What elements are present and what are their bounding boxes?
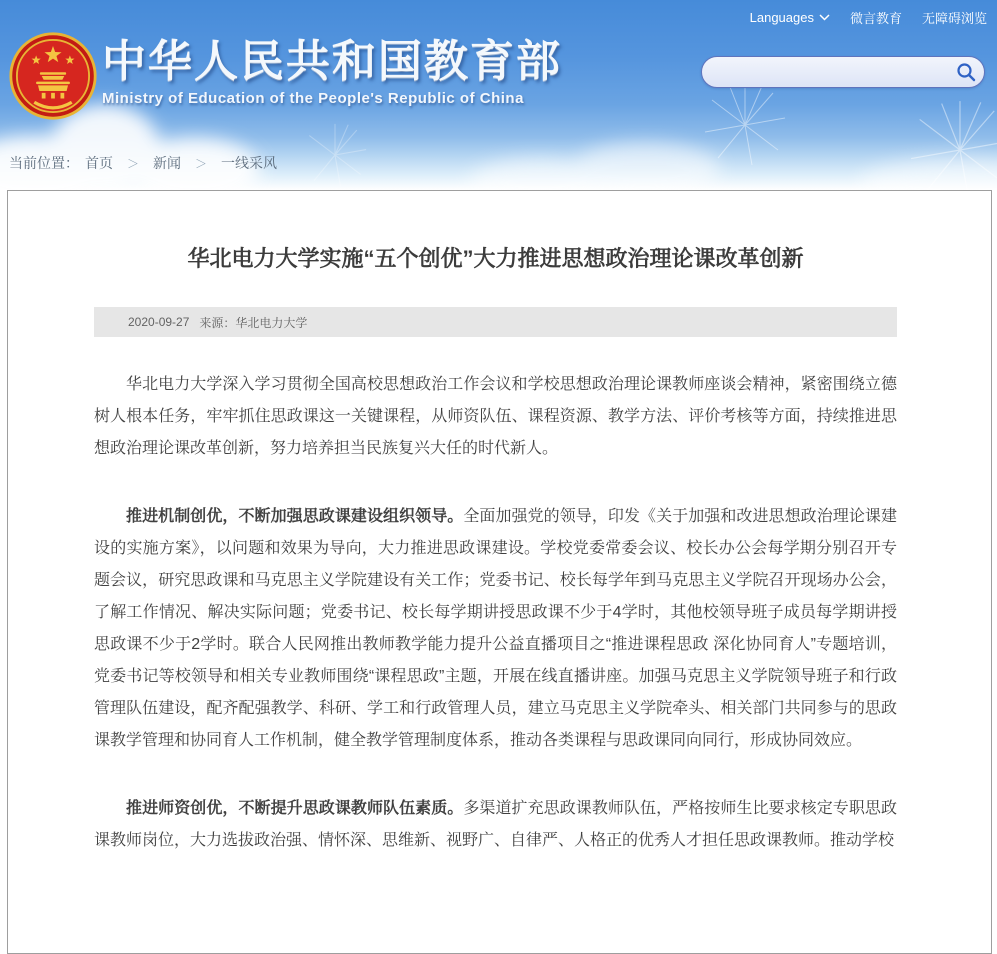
- national-emblem-logo: [8, 30, 98, 122]
- article-date: 2020-09-27: [128, 315, 190, 329]
- breadcrumb-label: 当前位置：: [9, 155, 79, 171]
- search-icon: [956, 62, 976, 82]
- site-title: 中华人民共和国教育部: [102, 37, 562, 86]
- article-body: [94, 369, 897, 857]
- paragraph-lead: 推进师资创优，不断提升思政课教师队伍素质。: [126, 800, 464, 817]
- site-brand: [8, 30, 562, 122]
- site-subtitle: Ministry of Education of the People's Republic of China: [102, 90, 524, 107]
- article-paragraph: [94, 793, 897, 857]
- utility-nav: [750, 8, 987, 27]
- breadcrumb: [9, 153, 277, 173]
- breadcrumb-item-news[interactable]: 新闻: [153, 155, 182, 171]
- chevron-down-icon: [819, 14, 830, 21]
- article-source: 来源：华北电力大学: [199, 315, 308, 330]
- dandelion-icon: [700, 80, 790, 170]
- paragraph-text: 全面加强党的领导，印发《关于加强和改进思想政治理论课建设的实施方案》，以问题和效果为导向，大力推进思政课建设。学校党委常委会议、校长办公会每学期分别召开专题会议，研究思政课和马克思主义学院建设有关工作；党委书记、校长每学年到马克思主义学院召开现场办公会，了解工作情况、解决实际问题；党委书记、校长每学期讲授思政课不少于4学时，其他校领导班子成员每学期讲授思政课不少于2学时。联合人民网推出教师教学能力提升公益直播项目之“推进课程思政 深化协同育人”专题培训，党委书记等校领导和相关专业教师围绕“课程思政”主题，开展在线直播讲座。加强马克思主义学院领导班子和行政管理队伍建设，配齐配强教学、科研、学工和行政管理人员，建立马克思主义学院牵头、相关部门共同参与的思政课教学管理和协同育人工作机制，健全教学管理制度体系，推动各类课程与思政课同向同行，形成协同效应。: [94, 508, 897, 749]
- dandelion-icon: [300, 120, 370, 190]
- article-paragraph: [94, 501, 897, 757]
- article-paragraph: [94, 369, 897, 465]
- weiyan-education-link[interactable]: 微言教育: [849, 11, 902, 26]
- paragraph-lead: 推进机制创优，不断加强思政课建设组织领导。: [126, 508, 464, 525]
- search-input[interactable]: [702, 57, 948, 87]
- paragraph-text: 华北电力大学深入学习贯彻全国高校思想政治工作会议和学校思想政治理论课教师座谈会精神，紧密围绕立德树人根本任务，牢牢抓住思政课这一关键课程，从师资队伍、课程资源、教学方法、评价考核等方面，持续推进思想政治理论课改革创新，努力培养担当民族复兴大任的时代新人。: [94, 376, 897, 457]
- breadcrumb-item-home[interactable]: 首页: [85, 155, 113, 171]
- article-container: [7, 190, 992, 954]
- dandelion-icon: [905, 95, 997, 190]
- paragraph-text: 多渠道扩充思政课教师队伍，严格按师生比要求核定专职思政课教师岗位，大力选拔政治强、情怀深、思维新、视野广、自律严、人格正的优秀人才担任思政课教师。推动学校: [94, 800, 897, 849]
- search-button[interactable]: [948, 57, 984, 87]
- accessibility-link[interactable]: 无障碍浏览: [921, 11, 987, 26]
- search-box: [701, 56, 985, 88]
- breadcrumb-item-frontline[interactable]: 一线采风: [221, 155, 278, 171]
- languages-label: Languages: [749, 10, 814, 25]
- article-meta-bar: [94, 307, 897, 337]
- cloud-decoration: [470, 140, 730, 190]
- article-title: 华北电力大学实施“五个创优”大力推进思想政治理论课改革创新: [187, 246, 804, 271]
- breadcrumb-separator: ＞: [195, 156, 208, 171]
- site-header: [0, 0, 997, 190]
- breadcrumb-separator: ＞: [127, 156, 140, 171]
- languages-menu[interactable]: [750, 10, 830, 25]
